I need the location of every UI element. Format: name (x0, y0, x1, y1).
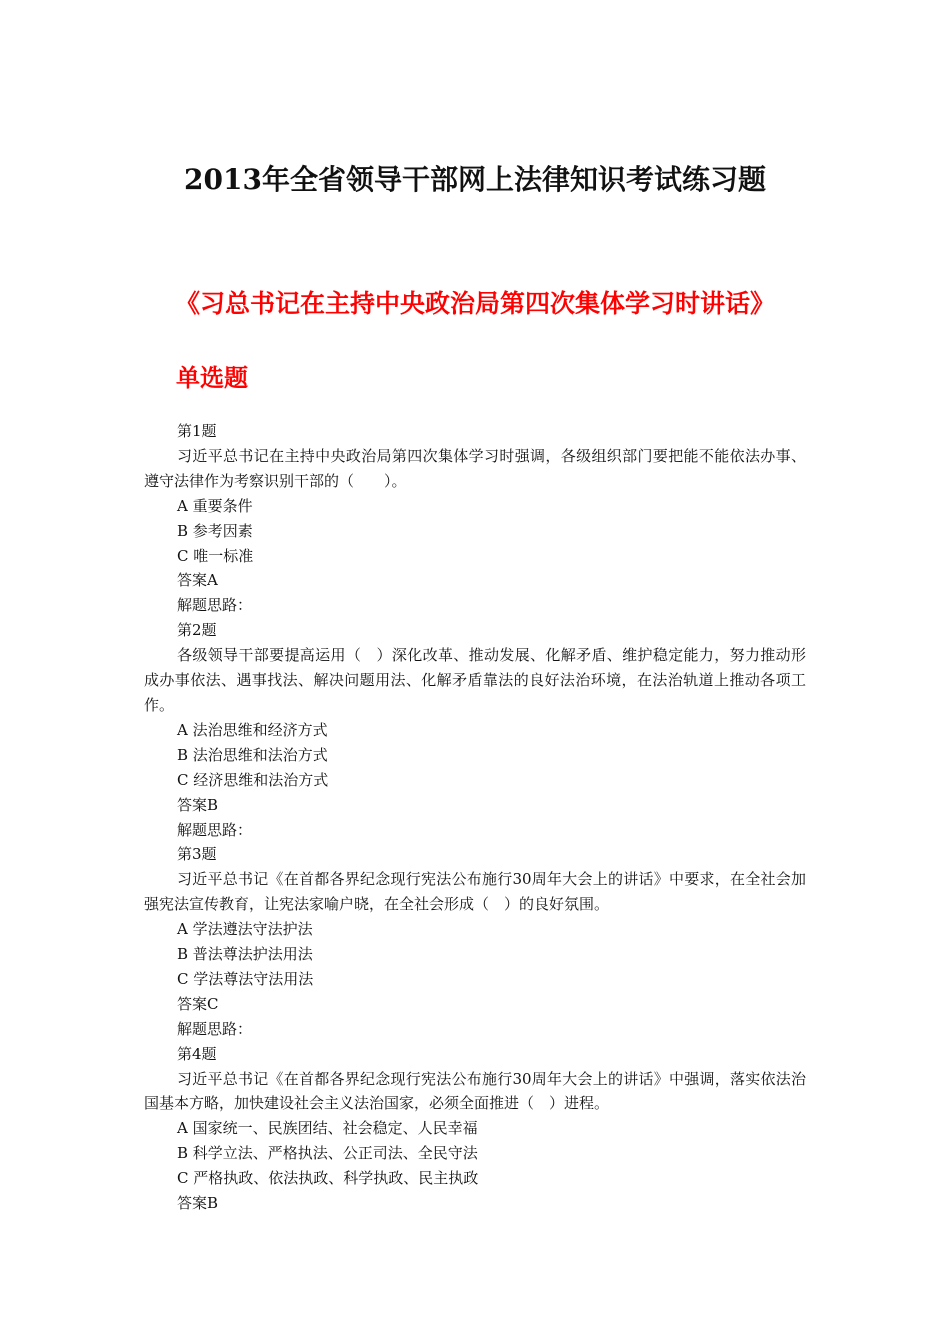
question-1 (144, 419, 806, 618)
option-c: C 严格执政、依法执政、科学执政、民主执政 (177, 1169, 479, 1188)
option-a: A 重要条件 (177, 496, 253, 515)
question-text: 习近平总书记《在首都各界纪念现行宪法公布施行30周年大会上的讲话》中要求，在全社会加强宪法宣传教育，让宪法家喻户晓，在全社会形成（ ）的良好氛围。 (144, 870, 806, 914)
question-list (144, 419, 806, 1216)
answer: 答案B (177, 795, 219, 814)
answer: 答案C (177, 994, 219, 1013)
option-c: C 唯一标准 (177, 546, 254, 565)
option-c: C 经济思维和法治方式 (177, 770, 329, 789)
option-a: A 学法遵法守法护法 (177, 920, 313, 939)
option-c: C 学法尊法守法用法 (177, 969, 314, 988)
section-title: 《习总书记在主持中央政治局第四次集体学习时讲话》 (174, 289, 775, 318)
question-2 (144, 618, 806, 842)
question-text: 习近平总书记在主持中央政治局第四次集体学习时强调，各级组织部门要把能不能依法办事、遵守法律作为考察识别干部的（ ）。 (144, 446, 806, 490)
question-text: 习近平总书记《在首都各界纪念现行宪法公布施行30周年大会上的讲话》中强调，落实依法治国基本方略，加快建设社会主义法治国家，必须全面推进（ ）进程。 (144, 1069, 806, 1113)
option-b: B 普法尊法护法用法 (177, 945, 313, 964)
explanation: 解题思路： (177, 1019, 253, 1038)
question-number: 第3题 (177, 845, 217, 864)
question-text: 各级领导干部要提高运用（ ）深化改革、推动发展、化解矛盾、维护稳定能力，努力推动形成办事依法、遇事找法、解决问题用法、化解矛盾靠法的良好法治环境，在法治轨道上推动各项工作。 (144, 646, 806, 714)
option-b: B 参考因素 (177, 521, 253, 540)
option-a: A 法治思维和经济方式 (177, 720, 328, 739)
subsection-title: 单选题 (176, 364, 248, 392)
answer: 答案A (177, 571, 218, 590)
question-3 (144, 842, 806, 1041)
explanation: 解题思路： (177, 596, 253, 615)
option-b: B 科学立法、严格执法、公正司法、全民守法 (177, 1144, 478, 1163)
question-number: 第2题 (177, 621, 217, 640)
question-4 (144, 1042, 806, 1216)
question-number: 第1题 (177, 422, 217, 440)
option-a: A 国家统一、民族团结、社会稳定、人民幸福 (177, 1119, 478, 1138)
option-b: B 法治思维和法治方式 (177, 745, 328, 764)
answer: 答案B (177, 1194, 219, 1213)
explanation: 解题思路： (177, 820, 253, 839)
document-title: 2013年全省领导干部网上法律知识考试练习题 (184, 163, 766, 196)
question-number: 第4题 (177, 1044, 217, 1063)
